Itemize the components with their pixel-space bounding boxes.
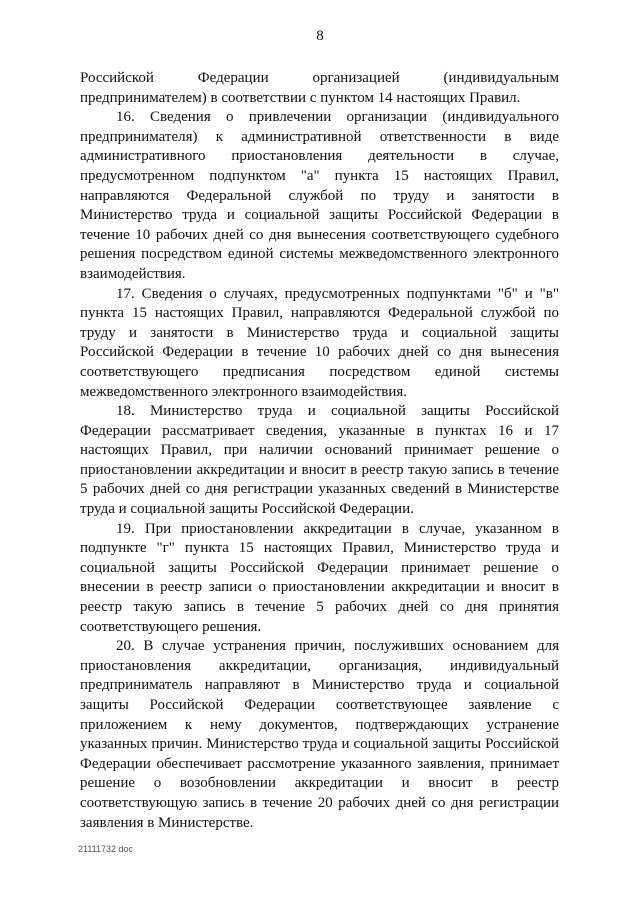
document-body (80, 69, 559, 833)
page-number: 8 (316, 28, 324, 44)
paragraph-17: 17. Сведения о случаях, предусмотренных подпунктами "б" и "в" пункта 15 настоящих Правил, направляются Федеральной службой по труду и занятости в Министерство труда и социальной защиты Российской Федерации в течение 10 рабочих дней со дня вынесения соответствующего предписания посредством единой системы межведомственного электронного взаимодействия. (80, 285, 559, 400)
paragraph-16: 16. Сведения о привлечении организации (индивидуального предпринимателя) к административной ответственности в виде административного приостановления деятельности в случае, предусмотренном подпунктом "а" пункта 15 настоящих Правил, направляются Федеральной службой по труду и занятости в Министерство труда и социальной защиты Российской Федерации в течение 10 рабочих дней со дня вынесения соответствующего судебного решения посредством единой системы межведомственного электронного взаимодействия. (80, 109, 559, 282)
paragraph-20: 20. В случае устранения причин, послуживших основанием для приостановления аккредитации, организация, индивидуальный предприниматель направляют в Министерство труда и социальной защиты Российской Федерации соответствующее заявление с приложением к нему документов, подтверждающих устранение указанных причин. Министерство труда и социальной защиты Российской Федерации обеспечивает рассмотрение указанного заявления, принимает решение о возобновлении аккредитации и вносит в реестр соответствующую запись в течение 20 рабочих дней со дня регистрации заявления в Министерстве. (80, 638, 559, 831)
document-file-code: 21111732 doc (78, 844, 134, 854)
paragraph-18: 18. Министерство труда и социальной защиты Российской Федерации рассматривает сведения, указанные в пунктах 16 и 17 настоящих Правил, при наличии оснований принимает решение о приостановлении аккредитации и вносит в реестр такую запись в течение 5 рабочих дней со дня регистрации указанных сведений в Министерстве труда и социальной защиты Российской Федерации. (80, 403, 559, 518)
paragraph-continuation: Российской Федерации организацией (индивидуальным предпринимателем) в соответствии с пунктом 14 настоящих Правил. (80, 70, 559, 106)
paragraph-19: 19. При приостановлении аккредитации в случае, указанном в подпункте "г" пункта 15 настоящих Правил, Министерство труда и социальной защиты Российской Федерации принимает решение о внесении в реестр записи о приостановлении аккредитации и вносит в реестр такую запись в течение 5 рабочих дней со дня принятия соответствующего решения. (80, 520, 559, 635)
